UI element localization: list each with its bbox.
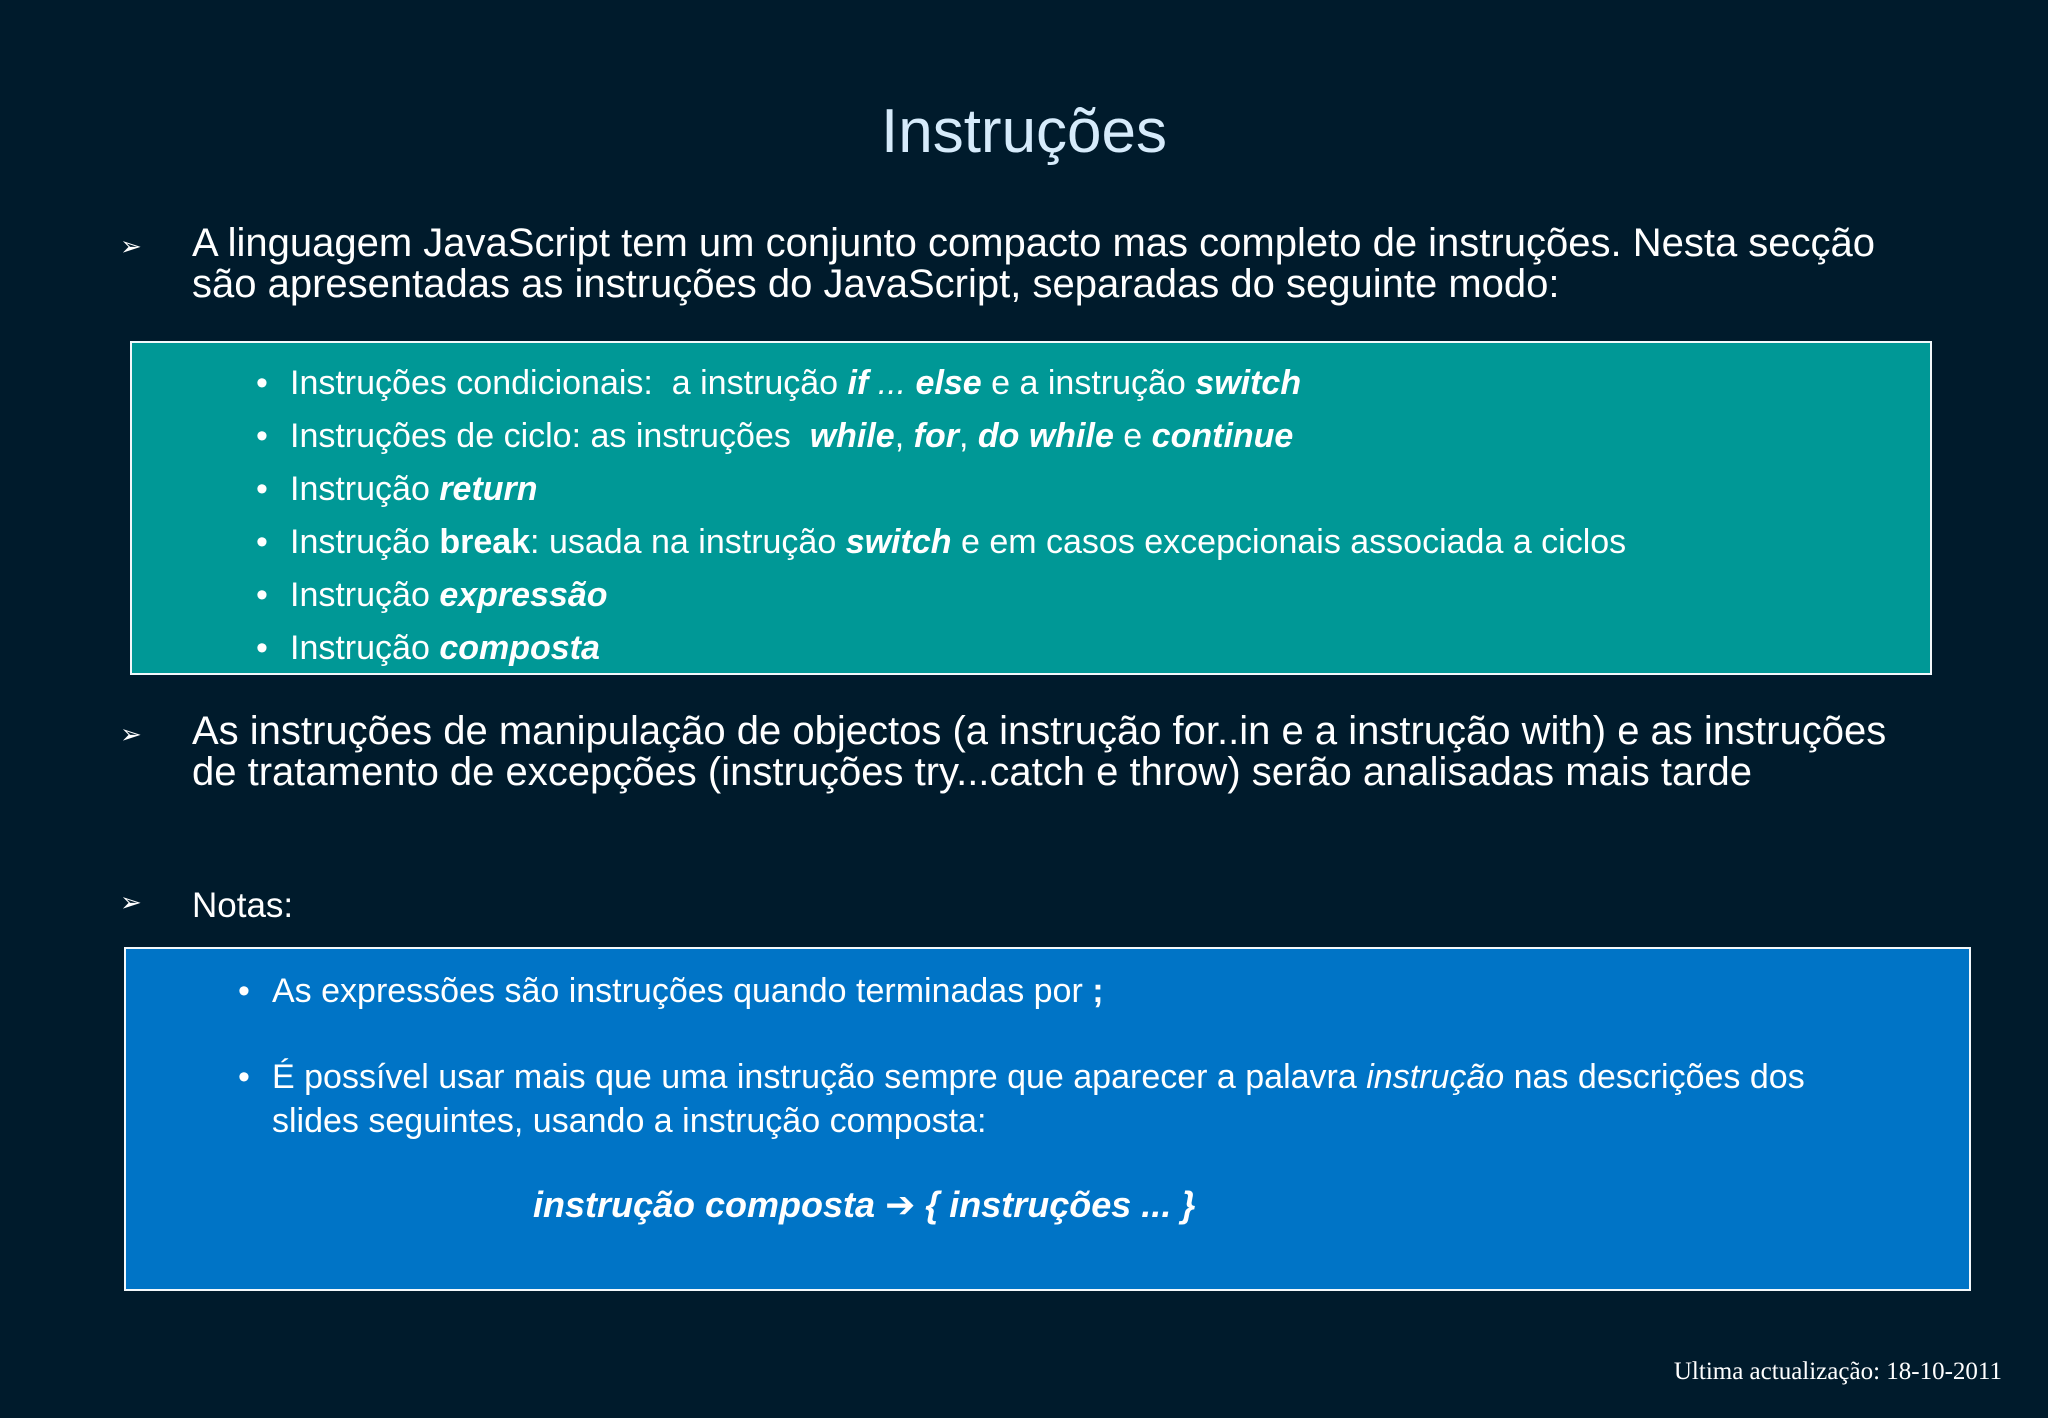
bullet-dot: • <box>256 417 268 455</box>
text-fragment: Instrução <box>290 629 440 667</box>
keyword: continue <box>1151 417 1294 455</box>
text-fragment: e a instrução <box>981 364 1196 402</box>
bullet-dot: • <box>256 364 268 402</box>
text-fragment: e em casos excepcionais associada a ciclos <box>951 523 1627 561</box>
keyword: else <box>915 364 982 402</box>
composite-instruction-rule: instrução composta ➔ { instruções ... } <box>533 1184 1196 1225</box>
instruction-type-text <box>290 569 608 622</box>
note-emphasis: instrução <box>1366 1058 1505 1096</box>
text-fragment: Instrução <box>290 576 440 614</box>
keyword: composta <box>439 629 600 667</box>
intro-bullet <box>120 223 2000 305</box>
keyword: for <box>913 417 959 455</box>
instruction-type-text <box>290 622 600 675</box>
keyword: do while <box>977 417 1114 455</box>
text-fragment: Instruções de ciclo: as instruções <box>290 417 810 455</box>
instruction-types-list <box>256 357 1626 675</box>
note-terminator: ; <box>1092 972 1104 1010</box>
note-item <box>238 969 1104 1013</box>
keyword: switch <box>1195 364 1302 402</box>
bullet-dot: • <box>238 972 250 1010</box>
keyword: return <box>439 470 538 508</box>
note-text <box>272 969 1104 1013</box>
instruction-type-item <box>256 410 1626 463</box>
note-text-after: nas descrições dos slides seguintes, usando a instrução composta: <box>272 1058 1805 1140</box>
text-fragment: Instrução <box>290 470 440 508</box>
notes-label: Notas: <box>192 886 294 925</box>
bullet-dot: • <box>256 470 268 508</box>
arrow-bullet-icon: ➢ <box>120 720 142 750</box>
text-fragment: ... <box>868 364 916 402</box>
text-fragment: Instruções condicionais: a instrução <box>290 364 848 402</box>
text-fragment: , <box>958 417 978 455</box>
instruction-type-text <box>290 463 538 516</box>
manipulation-text: As instruções de manipulação de objectos (a instrução for..in e a instrução with) e as instruções de tratamento de excepções (instruções try...catch e throw) serão analisadas mais tarde <box>192 709 1887 794</box>
instruction-types-box <box>130 341 1932 675</box>
text-fragment: : usada na instrução <box>530 523 846 561</box>
bullet-dot: • <box>256 523 268 561</box>
text-fragment: , <box>894 417 914 455</box>
instruction-type-item <box>256 516 1626 569</box>
note-item <box>238 1055 1892 1143</box>
instruction-type-item <box>256 622 1626 675</box>
instruction-type-text <box>290 516 1626 569</box>
instruction-type-item <box>256 569 1626 622</box>
bullet-dot: • <box>256 576 268 614</box>
bullet-dot: • <box>238 1058 250 1096</box>
slide-title: Instruções <box>880 97 1168 166</box>
note-text-main: As expressões são instruções quando terminadas por <box>272 972 1093 1010</box>
note-text-before: É possível usar mais que uma instrução sempre que aparecer a palavra <box>272 1058 1367 1096</box>
manipulation-bullet <box>120 711 2000 793</box>
notes-bullet <box>120 884 2000 928</box>
instruction-type-item <box>256 357 1626 410</box>
note-text <box>272 1055 1892 1143</box>
instruction-type-text <box>290 410 1293 463</box>
keyword: if <box>847 364 869 402</box>
arrow-bullet-icon: ➢ <box>120 888 142 918</box>
last-updated-footer: Ultima actualização: 18-10-2011 <box>1673 1358 2002 1385</box>
keyword: break <box>439 523 531 561</box>
intro-text: A linguagem JavaScript tem um conjunto compacto mas completo de instruções. Nesta secção são apresentadas as instruções do JavaScript, separadas do seguinte modo: <box>192 221 1876 306</box>
text-fragment: e <box>1113 417 1152 455</box>
arrow-bullet-icon: ➢ <box>120 232 142 262</box>
keyword: switch <box>845 523 952 561</box>
text-fragment: Instrução <box>290 523 440 561</box>
notes-box <box>124 947 1971 1291</box>
keyword: expressão <box>439 576 608 614</box>
bullet-dot: • <box>256 629 268 667</box>
instruction-type-text <box>290 357 1301 410</box>
instruction-type-item <box>256 463 1626 516</box>
keyword: while <box>809 417 895 455</box>
